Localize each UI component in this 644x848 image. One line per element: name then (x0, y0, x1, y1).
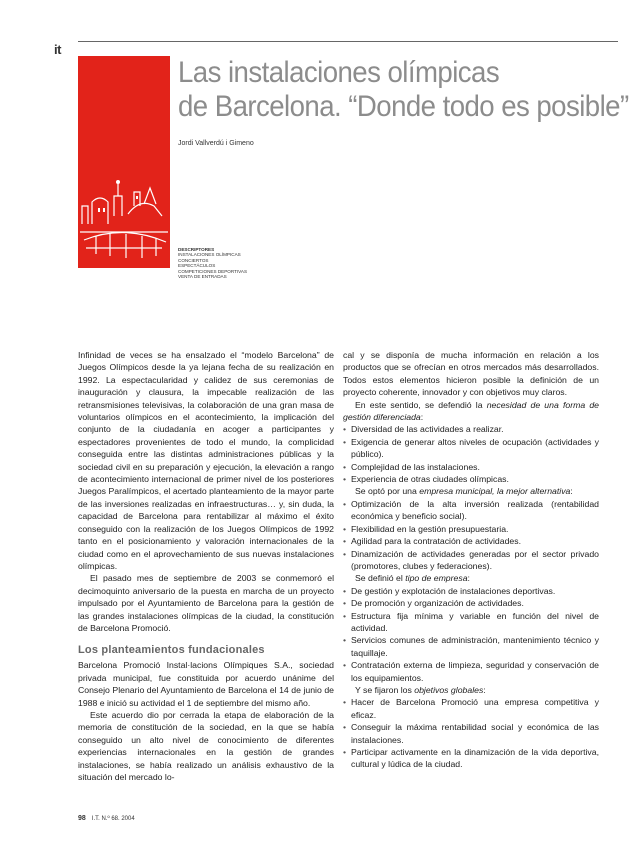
text-span: Se definió el (355, 573, 406, 584)
author: Jordi Vallverdú i Gimeno (178, 140, 254, 147)
paragraph (343, 684, 599, 696)
text-span: En este sentido, se defendió la (355, 399, 487, 410)
bullet-list (343, 585, 599, 684)
descriptor-item: COMPETICIONES DEPORTIVAS (178, 268, 248, 274)
bullet-list (343, 423, 599, 485)
list-item: • De promoción y organización de actividades. (343, 597, 599, 609)
text-span: : (420, 412, 424, 423)
bullet-list (343, 696, 599, 770)
paragraph: El pasado mes de septiembre de 2003 se conmemoró el decimoquinto aniversario de la puesta en marcha de un proyecto impulsado por el Ayuntamiento de Barcelona para la gestión de las grandes instalaciones olímpicas de la ciudad, la constitución de Barcelona Promoció. (78, 573, 334, 633)
emphasis: tipo de empresa (405, 573, 468, 584)
paragraph: Este acuerdo dio por cerrada la etapa de elaboración de la memoria de constitución de la sociedad, en la que se había conseguido un alto nivel de conocimiento de diferentes experiencias internacionales en la gestión de grandes instalaciones, se había realizado un análisis exhaustivo de la situación del mercado lo- (78, 709, 334, 782)
page-footer (78, 815, 135, 822)
list-item: • Contratación externa de limpieza, seguridad y conservación de los equipamientos. (343, 659, 599, 684)
descriptores-heading: DESCRIPTORES (178, 247, 215, 252)
paragraph (343, 485, 599, 497)
list-item: • Dinamización de actividades generadas por el sector privado (promotores, clubes y federaciones). (343, 548, 599, 573)
title-line-1: Las instalaciones olímpicas (178, 56, 500, 89)
page-number: 98 (78, 815, 86, 822)
emphasis: empresa municipal, la mejor alternativa (419, 486, 571, 497)
text-span: : (483, 684, 486, 695)
list-item: • Servicios comunes de administración, mantenimiento técnico y taquillaje. (343, 634, 599, 659)
paragraph: Barcelona Promoció Instal·lacions Olímpiques S.A., sociedad privada municipal, fue constituida por acuerdo unánime del Consejo Plenario del Ayuntamiento de Barcelona el 14 de junio de 1988 e inició su actividad el 1 de septiembre del mismo año. (78, 660, 334, 708)
emphasis: objetivos globales (414, 684, 484, 695)
paragraph: Infinidad de veces se ha ensalzado el “modelo Barcelona” de Juegos Olímpicos desde la ya lejana fecha de su realización en 1992. La espectacularidad y calidez de sus ceremonias de inauguración y clausura, la impecable realización de las retransmisiones televisivas, la colaboración de una gran masa de voluntarios olímpicos en el acontecimiento, la implicación del conjunto de la ciudadanía en acoger a participantes y espectadores provenientes de todo el mundo, la complicidad conseguida entre las distintas administraciones públicas y la sociedad civil en su preparación y ejecución, la elevación a rango de acontecimiento internacional de primer nivel de los posteriores Juegos Paralímpicos, el acertado planteamiento de la mayor parte de las inversiones realizadas en infraestructuras… y, sin duda, la capacidad de Barcelona para rentabilizar al máximo el éxito conseguido con la realización de los Juegos Olímpicos de 1992 tanto en el posicionamiento y valoración internacionales de la ciudad como en el aprovechamiento de sus nuevas instalaciones olímpicas. (78, 350, 334, 571)
title-line-2: de Barcelona. “Donde todo es posible” (178, 90, 629, 123)
barcelona-skyline-icon (78, 56, 170, 268)
list-item: • Complejidad de las instalaciones. (343, 461, 599, 473)
text-span: Y se fijaron los (355, 684, 415, 695)
text-span: : (570, 486, 573, 497)
left-column (78, 349, 334, 783)
list-item: • Experiencia de otras ciudades olímpicas. (343, 473, 599, 485)
descriptores-box (178, 247, 247, 279)
header-illustration (78, 56, 170, 268)
list-item: • Estructura fija mínima y variable en función del nivel de actividad. (343, 610, 599, 635)
issue-info: I.T. N.º 68. 2004 (91, 816, 135, 822)
descriptor-item: INSTALACIONES OLÍMPICAS (178, 252, 241, 258)
list-item: • Conseguir la máxima rentabilidad social y económica de las instalaciones. (343, 721, 599, 746)
article-title (178, 56, 629, 124)
list-item: • Flexibilidad en la gestión presupuestaria. (343, 523, 599, 535)
text-span: Se optó por una (355, 486, 420, 497)
descriptor-item: CONCIERTOS (178, 257, 209, 263)
text-span: : (467, 573, 470, 584)
list-item: • Optimización de la alta inversión realizada (rentabilidad económica y beneficio social). (343, 498, 599, 523)
paragraph (343, 399, 599, 424)
journal-logo: it (54, 42, 61, 57)
list-item: • De gestión y explotación de instalaciones deportivas. (343, 585, 599, 597)
list-item: • Hacer de Barcelona Promoció una empresa competitiva y eficaz. (343, 696, 599, 721)
list-item: • Agilidad para la contratación de actividades. (343, 535, 599, 547)
descriptor-item: ESPECTÁCULOS (178, 263, 216, 269)
list-item: • Exigencia de generar altos niveles de ocupación (actividades y público). (343, 436, 599, 461)
section-heading: Los planteamientos fundacionales (78, 644, 265, 657)
paragraph: cal y se disponía de mucha información en relación a los productos que se ofrecían en otros mercados más desarrollados. Todos estos elementos hicieron posible la definición de un proyecto coherente, innovador y con objetivos muy claros. (343, 350, 599, 398)
descriptor-item: VENTA DE ENTRADAS (178, 274, 227, 280)
list-item: • Diversidad de las actividades a realizar. (343, 423, 599, 435)
paragraph (343, 572, 599, 584)
bullet-list (343, 498, 599, 572)
top-rule (78, 41, 618, 42)
emphasis: necesidad de una forma de gestión diferenciada (343, 399, 599, 423)
list-item: • Participar activamente en la dinamización de la vida deportiva, cultural y lúdica de la ciudad. (343, 746, 599, 771)
right-column (343, 349, 599, 771)
